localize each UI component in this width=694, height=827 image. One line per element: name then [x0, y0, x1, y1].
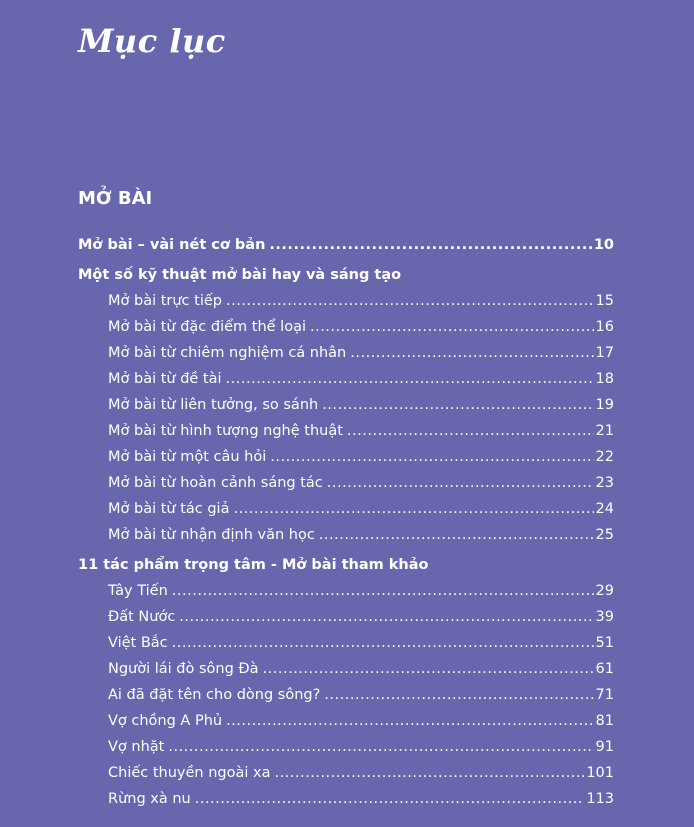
toc-entry[interactable]	[78, 786, 614, 812]
dot-leader	[179, 604, 593, 630]
toc-entry[interactable]	[78, 682, 614, 708]
toc-entry-page: 17	[595, 345, 614, 361]
toc-entry[interactable]	[78, 552, 614, 578]
toc-entry-page: 61	[595, 661, 614, 677]
toc-entry[interactable]	[78, 262, 614, 288]
dot-leader	[350, 340, 593, 366]
toc-entry-title: Ai đã đặt tên cho dòng sông?	[108, 687, 321, 703]
toc-entry-page: 23	[595, 475, 614, 491]
section-title: MỞ BÀI	[78, 188, 153, 209]
dot-leader	[226, 288, 594, 314]
dot-leader	[324, 682, 593, 708]
toc-entry[interactable]	[78, 630, 614, 656]
toc-entry-page: 16	[595, 319, 614, 335]
toc-entry-page: 18	[595, 371, 614, 387]
toc-entry-title: Mở bài từ tác giả	[108, 501, 230, 517]
dot-leader	[347, 418, 594, 444]
dot-leader	[327, 470, 594, 496]
toc-entry[interactable]	[78, 734, 614, 760]
table-of-contents	[78, 232, 614, 812]
toc-entry-page: 29	[595, 583, 614, 599]
toc-entry-page: 71	[595, 687, 614, 703]
toc-entry-title: Tây Tiến	[108, 583, 168, 599]
toc-entry-page: 25	[595, 527, 614, 543]
toc-entry-page: 91	[595, 739, 614, 755]
dot-leader	[168, 734, 593, 760]
toc-entry-page: 22	[595, 449, 614, 465]
toc-entry-page: 39	[595, 609, 614, 625]
toc-entry[interactable]	[78, 470, 614, 496]
toc-entry[interactable]	[78, 522, 614, 548]
toc-entry-title: Vợ nhặt	[108, 739, 165, 755]
dot-leader	[172, 630, 594, 656]
toc-entry[interactable]	[78, 392, 614, 418]
toc-entry-page: 24	[595, 501, 614, 517]
toc-entry-page: 15	[595, 293, 614, 309]
dot-leader	[226, 366, 594, 392]
toc-entry-title: Rừng xà nu	[108, 791, 191, 807]
page-title: Mục lục	[78, 22, 226, 60]
toc-entry-title: Việt Bắc	[108, 635, 168, 651]
toc-entry-page: 21	[595, 423, 614, 439]
dot-leader	[233, 496, 593, 522]
dot-leader	[270, 444, 593, 470]
toc-entry-title: Một số kỹ thuật mở bài hay và sáng tạo	[78, 267, 402, 283]
dot-leader	[195, 786, 585, 812]
toc-entry-title: Mở bài từ liên tưởng, so sánh	[108, 397, 319, 413]
dot-leader	[172, 578, 594, 604]
toc-entry[interactable]	[78, 708, 614, 734]
dot-leader	[319, 522, 594, 548]
toc-entry[interactable]	[78, 418, 614, 444]
toc-entry[interactable]	[78, 444, 614, 470]
toc-entry-title: Mở bài – vài nét cơ bản	[78, 237, 266, 253]
toc-entry-title: Vợ chồng A Phủ	[108, 713, 223, 729]
dot-leader	[269, 232, 591, 258]
toc-entry-title: Mở bài từ đề tài	[108, 371, 222, 387]
toc-entry[interactable]	[78, 288, 614, 314]
toc-entry-title: Mở bài từ chiêm nghiệm cá nhân	[108, 345, 347, 361]
toc-entry-page: 113	[586, 791, 614, 807]
toc-entry[interactable]	[78, 656, 614, 682]
toc-entry[interactable]	[78, 340, 614, 366]
dot-leader	[226, 708, 593, 734]
toc-entry-title: Mở bài từ hoàn cảnh sáng tác	[108, 475, 323, 491]
toc-entry-title: Mở bài từ đặc điểm thể loại	[108, 319, 306, 335]
toc-entry-title: Mở bài từ một câu hỏi	[108, 449, 267, 465]
toc-entry-title: 11 tác phẩm trọng tâm - Mở bài tham khảo	[78, 557, 429, 573]
toc-entry[interactable]	[78, 760, 614, 786]
toc-entry[interactable]	[78, 314, 614, 340]
toc-entry-title: Người lái đò sông Đà	[108, 661, 259, 677]
dot-leader	[310, 314, 594, 340]
toc-entry[interactable]	[78, 496, 614, 522]
toc-entry-title: Mở bài từ nhận định văn học	[108, 527, 315, 543]
dot-leader	[263, 656, 594, 682]
toc-entry[interactable]	[78, 578, 614, 604]
toc-entry-page: 81	[595, 713, 614, 729]
toc-entry[interactable]	[78, 232, 614, 258]
toc-entry-page: 19	[595, 397, 614, 413]
dot-leader	[274, 760, 584, 786]
toc-entry-title: Chiếc thuyền ngoài xa	[108, 765, 271, 781]
toc-entry-title: Mở bài từ hình tượng nghệ thuật	[108, 423, 343, 439]
toc-entry-title: Mở bài trực tiếp	[108, 293, 222, 309]
dot-leader	[322, 392, 593, 418]
toc-entry-page: 51	[595, 635, 614, 651]
toc-entry-title: Đất Nước	[108, 609, 176, 625]
toc-entry-page: 101	[586, 765, 614, 781]
toc-entry[interactable]	[78, 604, 614, 630]
toc-entry-page: 10	[593, 237, 614, 253]
toc-entry[interactable]	[78, 366, 614, 392]
